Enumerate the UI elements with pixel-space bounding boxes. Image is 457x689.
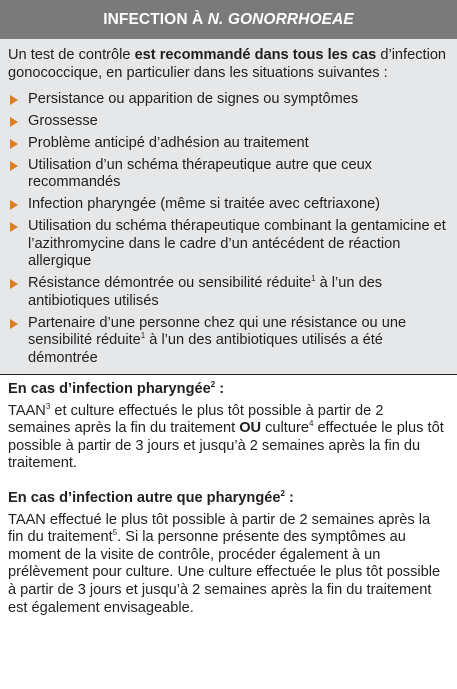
list-item: Grossesse [8, 113, 449, 131]
triangle-bullet-icon [10, 279, 18, 289]
list-item: Infection pharyngée (même si traitée avec ceftriaxone) [8, 196, 449, 214]
header-title-italic: N. GONORRHOEAE [207, 10, 354, 28]
triangle-bullet-icon [10, 319, 18, 329]
list-item: Persistance ou apparition de signes ou symptômes [8, 91, 449, 109]
intro-paragraph: Un test de contrôle est recommandé dans tous les cas d’infection gonococcique, en particulier dans les situations suivantes : [8, 47, 447, 81]
list-item: Utilisation d’un schéma thérapeutique autre que ceux recommandés [8, 157, 449, 192]
triangle-bullet-icon [10, 161, 18, 171]
footnote-ref: 4 [308, 419, 314, 429]
footnote-ref: 1 [140, 331, 146, 341]
header-title: INFECTION À N. GONORRHOEAE [103, 10, 354, 28]
list-item: Utilisation du schéma thérapeutique combinant la gentamicine et l’azithromycine dans le cadre d’un antécédent de réaction allergique [8, 218, 449, 271]
triangle-bullet-icon [10, 117, 18, 127]
list-item: Problème anticipé d’adhésion au traitement [8, 135, 449, 153]
list-item: Partenaire d’une personne chez qui une résistance ou une sensibilité réduite$^1$ à l’un des antibiotiques utilisés a été démontrée [8, 315, 449, 368]
pharyngeal-title: En cas d’infection pharyngée$^2$ : [8, 380, 225, 397]
triangle-bullet-icon [10, 139, 18, 149]
footnote-ref: 2 [280, 489, 285, 499]
or-emphasis: OU [239, 420, 262, 437]
footnote-ref: 1 [311, 274, 316, 284]
triangle-bullet-icon [10, 200, 18, 210]
triangle-bullet-icon [10, 222, 18, 232]
pharyngeal-body: TAAN$^3$ et culture effectués le plus tôt possible à partir de 2 semaines après la fin du traitement OU culture$^4$ effectuée le plus tôt possible à partir de 3 jours et jusqu’à 2 semaines après la fin du traitement. [8, 401, 444, 472]
triangle-bullet-icon [10, 95, 18, 105]
pharyngeal-section [0, 375, 457, 473]
other-title: En cas d’infection autre que pharyngée$^2$ : [8, 489, 294, 506]
footnote-ref: 5 [112, 528, 118, 538]
other-body: TAAN effectué le plus tôt possible à partir de 2 semaines après la fin du traitement$^5$. Si la personne présente des symptômes au moment de la visite de contrôle, procéder également à un prélèvement pour culture. Une culture effectuée le plus tôt possible à partir de 3 jours et jusqu’à 2 semaines après la fin du traitement est également envisageable. [8, 511, 441, 616]
list-item: Résistance démontrée ou sensibilité réduite$^1$ à l’un des antibiotiques utilisés [8, 275, 449, 310]
intro-emphasis: est recommandé dans tous les cas [134, 47, 377, 63]
box-header [0, 0, 457, 39]
other-section [0, 473, 457, 617]
intro-box [0, 39, 457, 374]
footnote-ref: 3 [45, 401, 51, 411]
situations-list [8, 91, 449, 367]
footnote-ref: 2 [210, 380, 216, 390]
